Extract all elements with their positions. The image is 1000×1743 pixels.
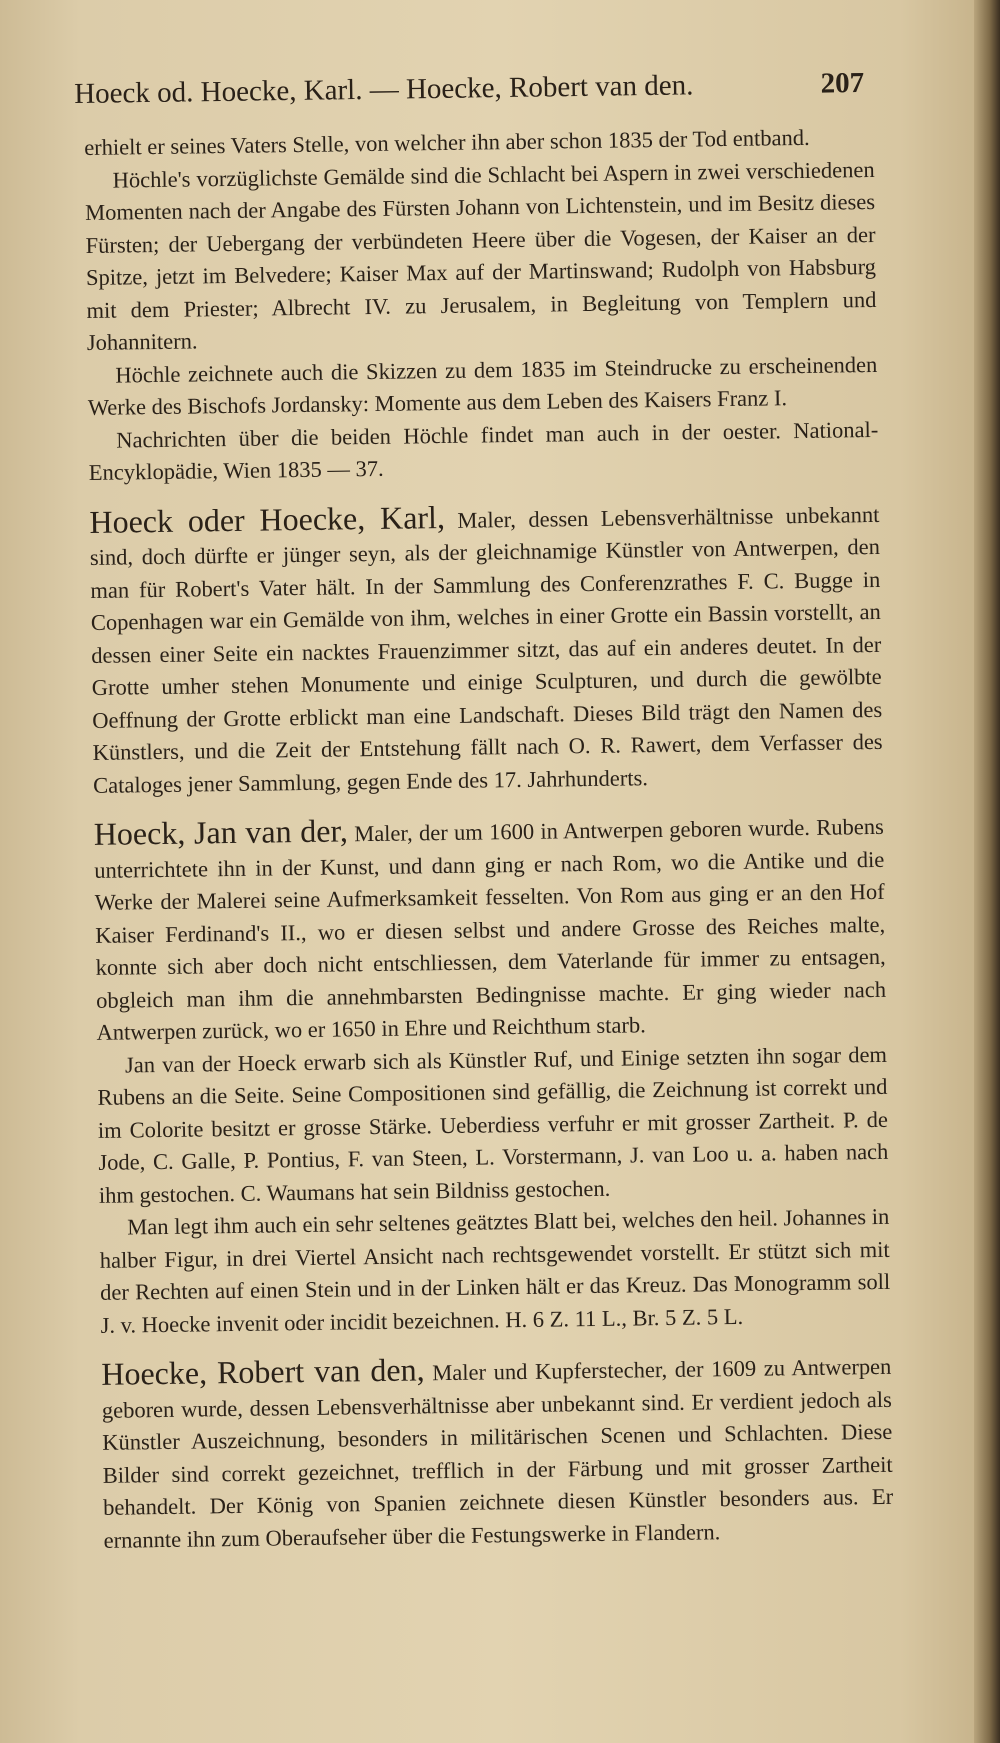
page-number: 207 bbox=[820, 66, 865, 100]
paragraph-hoechle-sources: Nachrichten über die beiden Höchle findet man auch in der oester. National-Encyklopädie, Wien 1835 — 37. bbox=[88, 416, 879, 485]
entry-paragraph bbox=[94, 807, 887, 1050]
entry-hoeck-karl bbox=[89, 494, 883, 802]
entry-text: Maler, dessen Lebensverhältnisse unbekannt sind, doch dürfte er jünger seyn, als der gleichnamige Künstler von Antwerpen, den man für Robert's Vater hält. In der Sammlung des Conferenzrathes F. C. Bugge in Copenhagen war ein Gemälde von ihm, welches in einer Grotte ein Bassin vorstellt, an dessen einer Seite ein nacktes Frauenzimmer sitzt, das auf ein anderes deutet. In der Grotte umher stehen Monumente und einige Sculpturen, und durch die gewölbte Oeffnung der Grotte erblickt man eine Landschaft. Dieses Bild trägt den Namen des Künstlers, und die Zeit der Entstehung fällt nach O. R. Rawert, dem Verfasser des Cataloges jener Sammlung, gegen Ende des 17. Jahrhunderts. bbox=[89, 501, 883, 798]
entry-paragraph bbox=[101, 1347, 894, 1557]
page-body bbox=[84, 121, 894, 1557]
entry-headword: Hoecke, Robert van den, bbox=[101, 1351, 425, 1392]
entry-headword: Hoeck oder Hoecke, Karl, bbox=[89, 498, 446, 540]
paragraph-hoechle-sketches: Höchle zeichnete auch die Skizzen zu dem 1835 im Steindrucke zu erscheinenden Werke des Bischofs Jordansky: Momente aus dem Leben des Kaisers Franz I. bbox=[87, 351, 878, 420]
entry-paragraph: Jan van der Hoeck erwarb sich als Künstler Ruf, und Einige setzten ihn sogar dem Rubens an die Seite. Seine Compositionen sind gefällig, die Zeichnung ist correkt und im Colorite besitzt er grosse Stärke. Ueberdiess verfuhr er mit grosser Zartheit. P. de Jode, C. Galle, P. Pontius, F. van Steen, L. Vorstermann, J. van Loo u. a. haben nach ihm gestochen. C. Waumans hat sein Bildniss gestochen. bbox=[97, 1041, 889, 1208]
entry-paragraph bbox=[89, 494, 883, 802]
entry-text: Maler und Kupferstecher, der 1609 zu Antwerpen geboren wurde, dessen Lebensverhältnisse aber unbekannt sind. Er verdient jedoch als Künstler Auszeichnung, besonders in militärischen Scenen und Schlachten. Diese Bilder sind correkt gezeichnet, trefflich in der Färbung und mit grosser Zartheit behandelt. Der König von Spanien zeichnete diesen Künstler besonders aus. Er ernannte ihn zum Oberaufseher über die Festungswerke in Flandern. bbox=[101, 1353, 894, 1553]
continuation-paragraph: erhielt er seines Vaters Stelle, von welcher ihn aber schon 1835 der Tod entband. bbox=[84, 124, 810, 160]
entry-paragraph: Man legt ihm auch ein sehr seltenes geätztes Blatt bei, welches den heil. Johannes in halber Figur, in drei Viertel Ansicht nach rechtsgewendet vorstellt. Er stützt sich mit der Rechten auf einen Stein und in der Linken hält er das Kreuz. Das Monogramm soll J. v. Hoecke invenit oder incidit bezeichnen. H. 6 Z. 11 L., Br. 5 Z. 5 L. bbox=[99, 1203, 891, 1338]
entry-headword: Hoeck, Jan van der, bbox=[93, 812, 349, 852]
page-edge bbox=[974, 0, 1000, 1743]
entry-text: Maler, der um 1600 in Antwerpen geboren wurde. Rubens unterrichtete ihn in der Kunst, und dann ging er nach Rom, wo die Antike und die Werke der Malerei seine Aufmerksamkeit fesselten. Von Rom aus ging er an den Hof Kaiser Ferdinand's II., wo er diesen selbst und andere Grosse des Reiches malte, konnte sich aber doch nicht entschliessen, dem Vaterlande für immer zu entsagen, obgleich man ihm die annehmbarsten Bedingnisse machte. Er ging wieder nach Antwerpen zurück, wo er 1650 in Ehre und Reichthum starb. bbox=[94, 813, 887, 1045]
running-head: Hoeck od. Hoecke, Karl. — Hoecke, Robert van den. bbox=[74, 69, 694, 110]
entry-hoeck-jan bbox=[94, 807, 891, 1342]
paragraph-hoechle-works: Höchle's vorzüglichste Gemälde sind die Schlacht bei Aspern in zwei verschiedenen Momenten nach der Angabe des Fürsten Johann von Lichtenstein, und im Besitz dieses Fürsten; der Uebergang der verbündeten Heere über die Vogesen, der Kaiser an der Spitze, jetzt im Belvedere; Kaiser Max auf der Martinswand; Rudolph von Habsburg mit dem Priester; Albrecht IV. zu Jerusalem, in Begleitung von Templern und Johannitern. bbox=[84, 156, 877, 355]
entry-hoecke-robert bbox=[101, 1347, 894, 1557]
